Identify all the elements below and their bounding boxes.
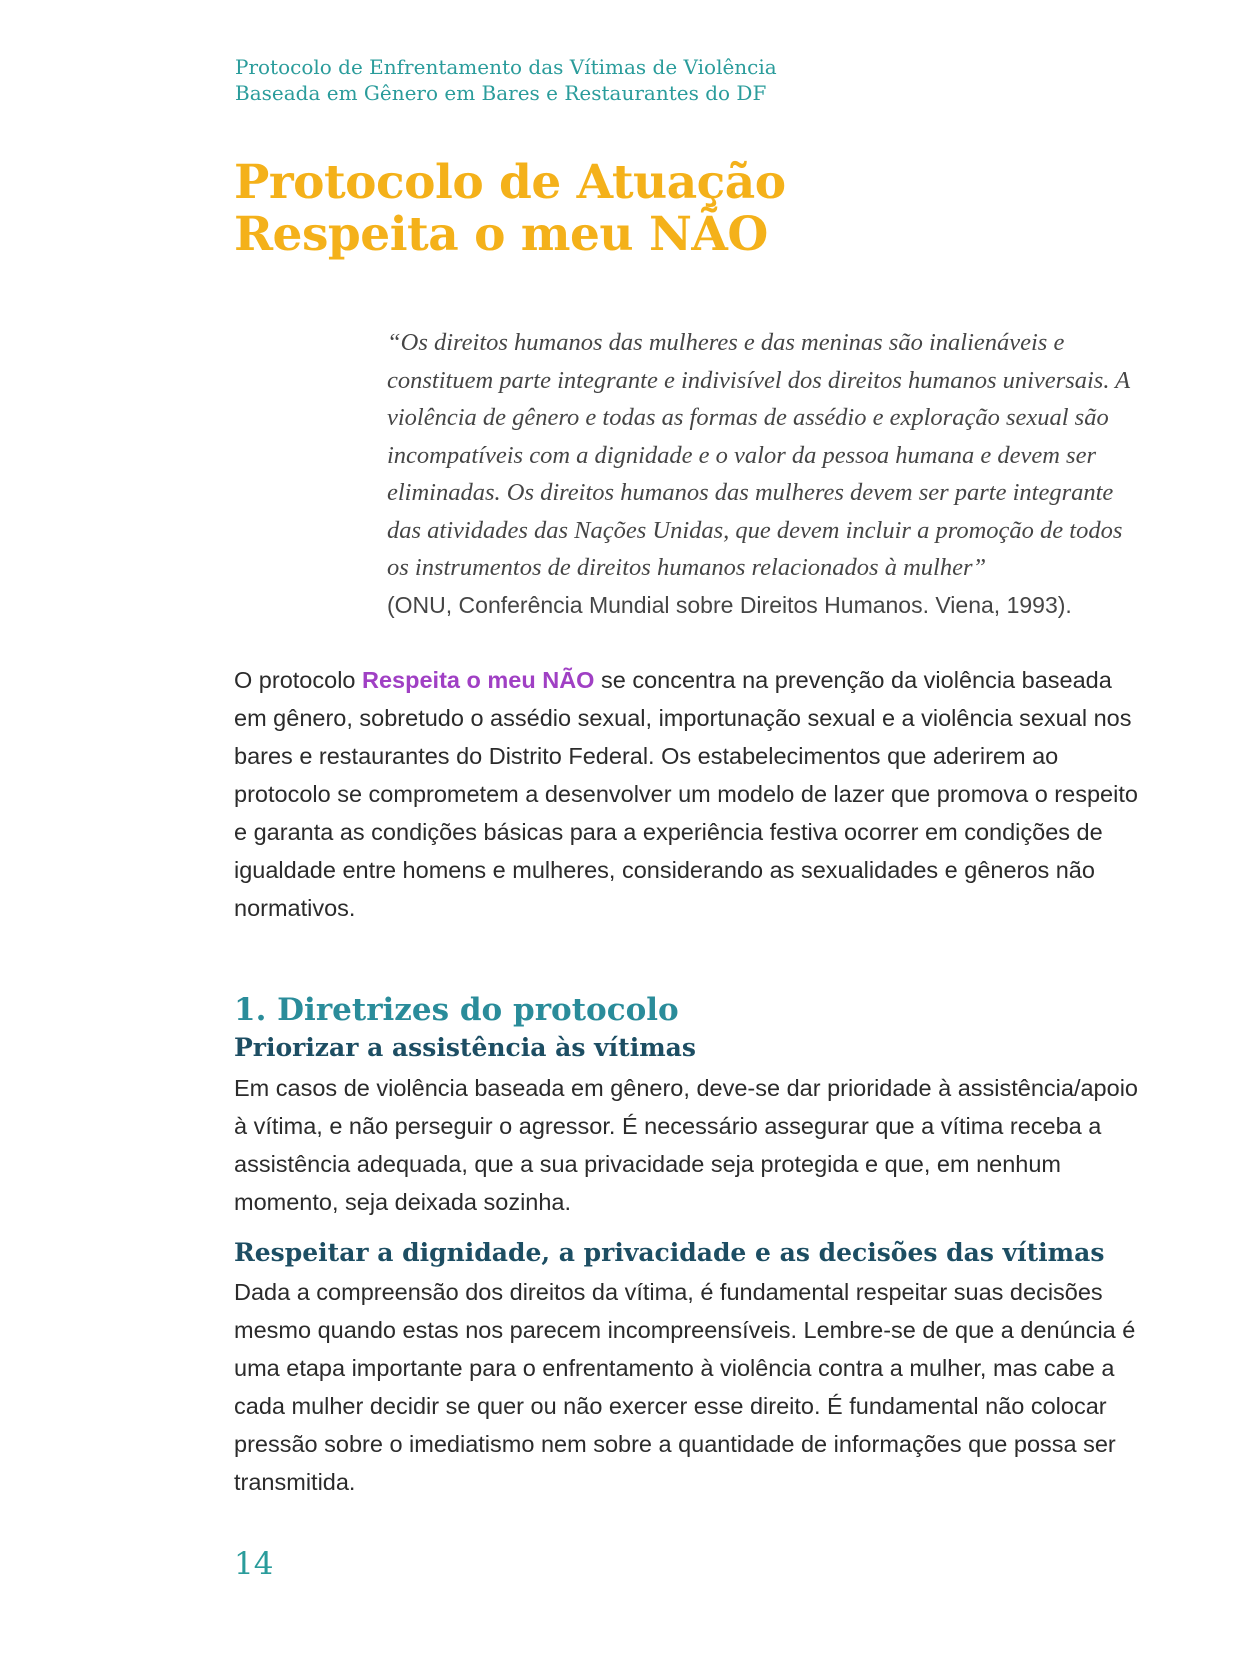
page-title-line-1: Protocolo de Atuação	[234, 155, 786, 210]
guideline-text-2: Dada a compreensão dos direitos da vítima, é fundamental respeitar suas decisões mesmo quando estas nos parecem incompreensíveis. Lembre-se de que a denúncia é uma etapa importante para o enfrentamento à violência contra a mulher, mas cabe a cada mulher decidir se quer ou não exercer esse direito. É fundamental não colocar pressão sobre o imediatismo nem sobre a quantidade de informações que possa ser transmitida.	[234, 1279, 1136, 1495]
page-title	[234, 157, 1134, 261]
guideline-heading-2: Respeitar a dignidade, a privacidade e as decisões das vítimas	[234, 1238, 1105, 1267]
quote-text: “Os direitos humanos das mulheres e das meninas são inalienáveis e constituem parte integrante e indivisível dos direitos humanos universais. A violência de gênero e todas as formas de assédio e exploração sexual são incompatíveis com a dignidade e o valor da pessoa humana e devem ser eliminadas. Os direitos humanos das mulheres devem ser parte integrante das atividades das Nações Unidas, que devem incluir a promoção de todos os instrumentos de direitos humanos relacionados à mulher”	[387, 329, 1130, 581]
quote-source: (ONU, Conferência Mundial sobre Direitos Humanos. Viena, 1993).	[387, 591, 1072, 618]
protocol-name-highlight: Respeita o meu NÃO	[362, 667, 595, 693]
epigraph-quote	[387, 324, 1147, 624]
intro-prefix: O protocolo	[234, 667, 363, 693]
running-header-line-1: Protocolo de Enfrentamento das Vítimas de Violência	[235, 55, 777, 79]
page-number: 14	[234, 1546, 274, 1582]
section-title: 1. Diretrizes do protocolo	[234, 992, 679, 1028]
running-header	[235, 54, 1035, 106]
guideline-heading-1: Priorizar a assistência às vítimas	[234, 1033, 696, 1062]
page-title-line-2: Respeita o meu NÃO	[234, 207, 768, 262]
guideline-text-1: Em casos de violência baseada em gênero, deve-se dar prioridade à assistência/apoio à vítima, e não perseguir o agressor. É necessário assegurar que a vítima receba a assistência adequada, que a sua privacidade seja protegida e que, em nenhum momento, seja deixada sozinha.	[234, 1075, 1138, 1215]
intro-body: se concentra na prevenção da violência baseada em gênero, sobretudo o assédio sexual, importunação sexual e a violência sexual nos bares e restaurantes do Distrito Federal. Os estabelecimentos que aderirem ao protocolo se comprometem a desenvolver um modelo de lazer que promova o respeito e garanta as condições básicas para a experiência festiva ocorrer em condições de igualdade entre homens e mulheres, considerando as sexualidades e gêneros não normativos.	[234, 667, 1138, 921]
intro-paragraph	[234, 661, 1140, 927]
running-header-line-2: Baseada em Gênero em Bares e Restaurantes do DF	[235, 81, 767, 105]
